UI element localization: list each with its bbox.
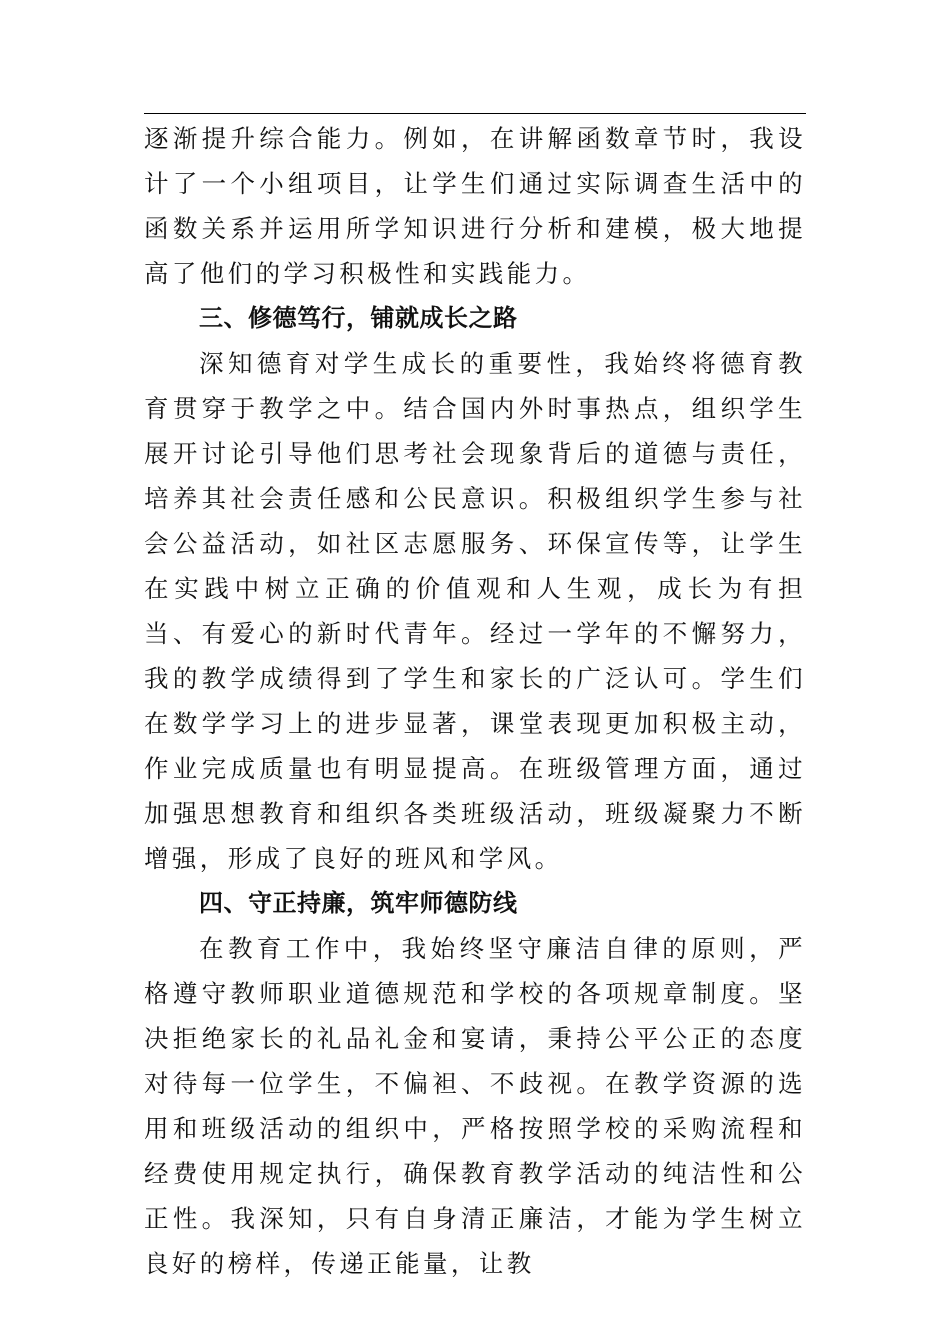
document-body — [144, 116, 806, 1286]
section-three-paragraph: 深知德育对学生成长的重要性，我始终将德育教育贯穿于教学之中。结合国内外时事热点，组织学生展开讨论引导他们思考社会现象背后的道德与责任，培养其社会责任感和公民意识。积极组织学生参与社会公益活动，如社区志愿服务、环保宣传等，让学生在实践中树立正确的价值观和人生观，成长为有担当、有爱心的新时代青年。经过一学年的不懈努力，我的教学成绩得到了学生和家长的广泛认可。学生们在数学学习上的进步显著，课堂表现更加积极主动，作业完成质量也有明显提高。在班级管理方面，通过加强思想教育和组织各类班级活动，班级凝聚力不断增强，形成了良好的班风和学风。 — [144, 349, 806, 873]
continuation-paragraph: 逐渐提升综合能力。例如，在讲解函数章节时，我设计了一个小组项目，让学生们通过实际调查生活中的函数关系并运用所学知识进行分析和建模，极大地提高了他们的学习积极性和实践能力。 — [144, 124, 806, 288]
section-three-heading: 三、修德笃行，铺就成长之路 — [199, 304, 518, 332]
section-four-paragraph: 在教育工作中，我始终坚守廉洁自律的原则，严格遵守教师职业道德规范和学校的各项规章制度。坚决拒绝家长的礼品礼金和宴请，秉持公平公正的态度对待每一位学生，不偏袒、不歧视。在教学资源的选用和班级活动的组织中，严格按照学校的采购流程和经费使用规定执行，确保教育教学活动的纯洁性和公正性。我深知，只有自身清正廉洁，才能为学生树立良好的榜样，传递正能量，让教 — [144, 934, 806, 1278]
top-rule — [144, 113, 806, 114]
section-four-heading: 四、守正持廉，筑牢师德防线 — [199, 889, 518, 917]
